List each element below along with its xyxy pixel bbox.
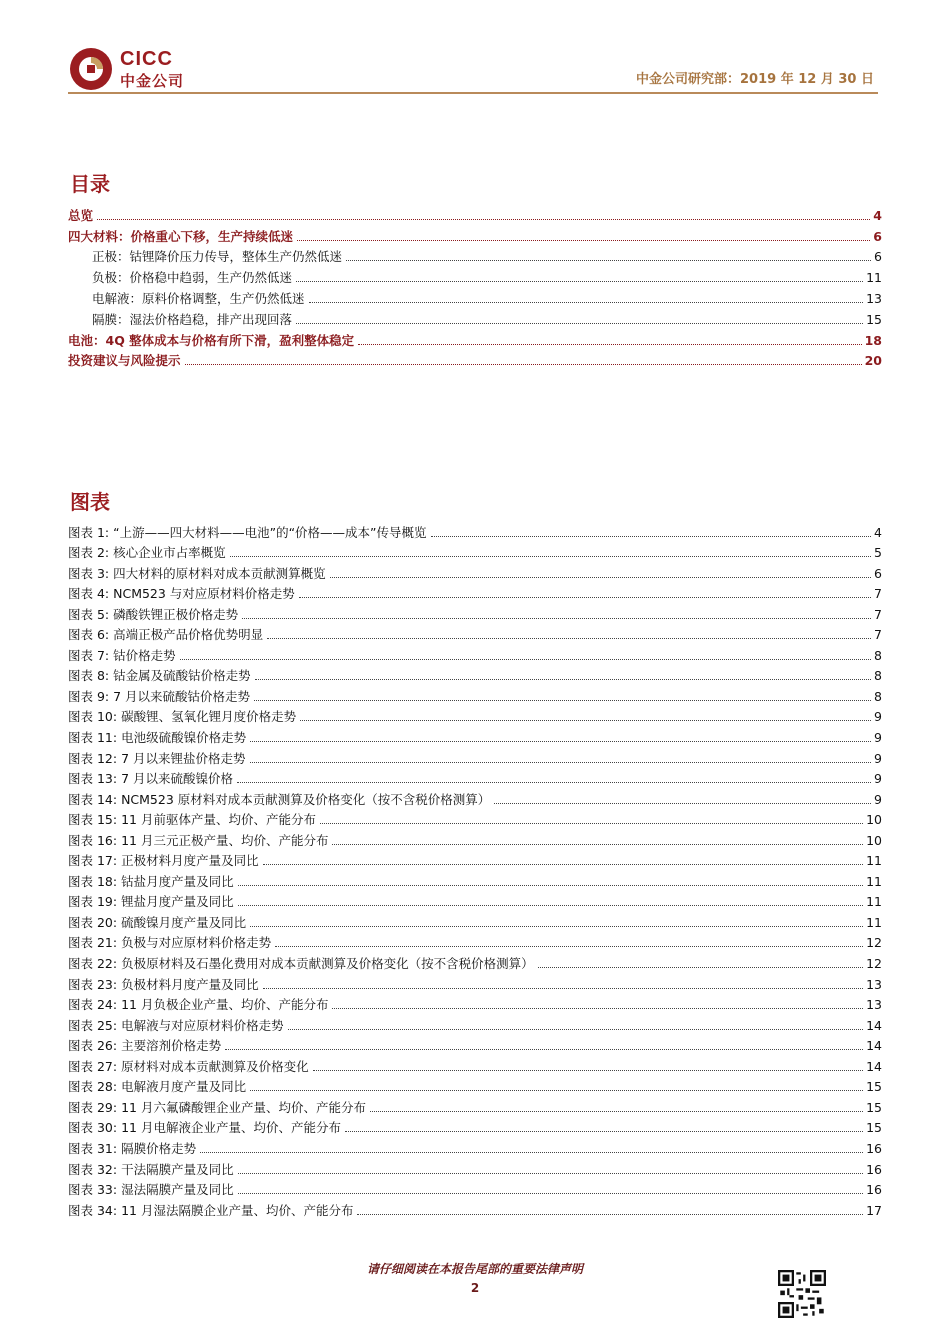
toc-entry-page: 6: [873, 228, 882, 244]
toc-entry[interactable]: [68, 306, 882, 327]
dot-leader: [313, 1069, 864, 1071]
dot-leader: [332, 1007, 863, 1009]
dot-leader: [346, 259, 871, 261]
chart-list-entry[interactable]: [68, 601, 882, 622]
chart-list-entry[interactable]: [68, 519, 882, 540]
toc-entry-page: 13: [866, 290, 882, 306]
dot-leader: [332, 843, 863, 845]
chart-list-entry-title: 图表 13: 7 月以来硫酸镍价格: [68, 771, 233, 787]
chart-list-entry[interactable]: [68, 560, 882, 581]
dot-leader: [358, 343, 861, 345]
chart-list-entry-title: 图表 9: 7 月以来硫酸钴价格走势: [68, 688, 251, 704]
dot-leader: [288, 1028, 864, 1030]
dot-leader: [200, 1151, 863, 1153]
toc-entry[interactable]: [68, 202, 882, 223]
chart-list-entry[interactable]: [68, 827, 882, 848]
toc-entry-page: 11: [866, 270, 882, 286]
dot-leader: [320, 822, 863, 824]
chart-list-entry-page: 15: [866, 1099, 882, 1115]
chart-list-entry-title: 图表 15: 11 月前驱体产量、均价、产能分布: [68, 812, 316, 828]
chart-list-entry[interactable]: [68, 540, 882, 561]
chart-list-entry[interactable]: [68, 868, 882, 889]
chart-list-entry-title: 图表 33: 湿法隔膜产量及同比: [68, 1182, 234, 1198]
cicc-logo-mark-icon: [68, 46, 114, 92]
chart-list-entry[interactable]: [68, 950, 882, 971]
dot-leader: [263, 863, 864, 865]
chart-list-entry-title: 图表 12: 7 月以来锂盐价格走势: [68, 750, 246, 766]
chart-list-entry[interactable]: [68, 889, 882, 910]
chart-list-entry-page: 8: [874, 647, 882, 663]
toc-list: [68, 202, 882, 368]
dot-leader: [185, 363, 862, 365]
chart-list-entry-title: 图表 10: 碳酸锂、氢氧化锂月度价格走势: [68, 709, 297, 725]
chart-list-entry[interactable]: [68, 992, 882, 1013]
chart-list-entry-page: 9: [874, 771, 882, 787]
chart-list-entry-page: 12: [866, 956, 882, 972]
chart-list-entry-title: 图表 20: 硫酸镍月度产量及同比: [68, 914, 247, 930]
cicc-logo: [68, 46, 198, 92]
dot-leader: [250, 740, 871, 742]
chart-list-entry-page: 11: [866, 914, 882, 930]
chart-list-entry-title: 图表 4: NCM523 与对应原材料价格走势: [68, 586, 295, 602]
chart-list-entry-page: 7: [874, 627, 882, 643]
toc-entry[interactable]: [68, 223, 882, 244]
toc-entry-title: 隔膜：湿法价格趋稳，排产出现回落: [92, 311, 293, 327]
chart-list-entry-page: 5: [874, 545, 882, 561]
chart-list-entry[interactable]: [68, 807, 882, 828]
chart-list-entry-page: 11: [866, 873, 882, 889]
toc-entry-title: 投资建议与风险提示: [68, 353, 181, 369]
chart-list-entry-page: 17: [866, 1202, 882, 1218]
dot-leader: [250, 925, 863, 927]
page-number: 2: [470, 1281, 480, 1295]
chart-list-entry-title: 图表 17: 正极材料月度产量及同比: [68, 853, 259, 869]
brand-name-cn: 中金公司: [120, 72, 185, 90]
chart-list-entry-title: 图表 11: 电池级硫酸镍价格走势: [68, 730, 247, 746]
legal-disclaimer: 请仔细阅读在本报告尾部的重要法律声明: [366, 1262, 583, 1276]
chart-list-entry-page: 14: [866, 1058, 882, 1074]
dot-leader: [238, 1172, 864, 1174]
chart-list-entry[interactable]: [68, 622, 882, 643]
chart-list-entry[interactable]: [68, 848, 882, 869]
toc-entry-title: 总览: [68, 207, 94, 223]
dot-leader: [538, 966, 864, 968]
chart-list-entry-page: 13: [866, 997, 882, 1013]
chart-list-entry-title: 图表 28: 电解液月度产量及同比: [68, 1079, 247, 1095]
dot-leader: [250, 1089, 863, 1091]
dot-leader: [238, 1192, 864, 1194]
chart-list-entry-title: 图表 5: 磷酸铁锂正极价格走势: [68, 606, 239, 622]
charts-title: 图表: [70, 490, 110, 514]
toc-entry[interactable]: [68, 348, 882, 369]
chart-list-entry[interactable]: [68, 1115, 882, 1136]
chart-list-entry[interactable]: [68, 1177, 882, 1198]
chart-list-entry-title: 图表 25: 电解液与对应原材料价格走势: [68, 1017, 284, 1033]
chart-list-entry[interactable]: [68, 1135, 882, 1156]
page-header: [68, 38, 878, 94]
dot-leader: [296, 322, 863, 324]
chart-list-entry-page: 9: [874, 791, 882, 807]
toc-entry[interactable]: [68, 285, 882, 306]
toc-entry-title: 负极：价格稳中趋弱，生产仍然低迷: [92, 270, 293, 286]
dot-leader: [242, 617, 871, 619]
chart-list-entry-page: 10: [866, 812, 882, 828]
dot-leader: [230, 555, 871, 557]
dot-leader: [370, 1110, 863, 1112]
chart-list-entry-title: 图表 2: 核心企业市占率概览: [68, 545, 226, 561]
toc-entry[interactable]: [68, 244, 882, 265]
toc-entry-page: 6: [874, 249, 882, 265]
chart-list-entry[interactable]: [68, 1033, 882, 1054]
toc-entry-page: 15: [866, 311, 882, 327]
chart-list-entry-page: 9: [874, 709, 882, 725]
chart-list-entry-page: 8: [874, 668, 882, 684]
chart-list-entry-title: 图表 32: 干法隔膜产量及同比: [68, 1161, 234, 1177]
toc-entry-title: 电解液：原料价格调整，生产仍然低迷: [92, 290, 305, 306]
chart-list-entry-title: 图表 6: 高端正极产品价格优势明显: [68, 627, 264, 643]
chart-list-entry-title: 图表 18: 钴盐月度产量及同比: [68, 873, 234, 889]
dot-leader: [180, 658, 871, 660]
chart-list-entry[interactable]: [68, 663, 882, 684]
report-date: 中金公司研究部：2019 年 12 月 30 日: [636, 72, 874, 87]
chart-list-entry-title: 图表 8: 钴金属及硫酸钴价格走势: [68, 668, 251, 684]
chart-list-entry-title: 图表 23: 负极材料月度产量及同比: [68, 976, 259, 992]
toc-entry-page: 4: [873, 207, 882, 223]
chart-list-entry-title: 图表 26: 主要溶剂价格走势: [68, 1038, 222, 1054]
chart-list-entry[interactable]: [68, 581, 882, 602]
chart-list-entry-title: 图表 27: 原材料对成本贡献测算及价格变化: [68, 1058, 309, 1074]
dot-leader: [330, 576, 871, 578]
chart-list-entry-page: 8: [874, 688, 882, 704]
brand-name-en: CICC: [120, 48, 173, 70]
chart-list-entry-title: 图表 24: 11 月负极企业产量、均价、产能分布: [68, 997, 329, 1013]
chart-list-entry-page: 11: [866, 894, 882, 910]
dot-leader: [300, 719, 871, 721]
chart-list-entry-title: 图表 22: 负极原材料及石墨化费用对成本贡献测算及价格变化（按不含税价格测算）: [68, 956, 534, 972]
dot-leader: [297, 239, 870, 241]
chart-list-entry-page: 12: [866, 935, 882, 951]
dot-leader: [296, 280, 863, 282]
chart-list-entry-title: 图表 19: 锂盐月度产量及同比: [68, 894, 234, 910]
dot-leader: [238, 904, 864, 906]
chart-list-entry-title: 图表 34: 11 月湿法隔膜企业产量、均价、产能分布: [68, 1202, 354, 1218]
dot-leader: [267, 637, 871, 639]
dot-leader: [237, 781, 871, 783]
chart-list-entry-page: 4: [874, 524, 882, 540]
chart-list-entry-page: 14: [866, 1017, 882, 1033]
chart-list-entry[interactable]: [68, 766, 882, 787]
charts-list: [68, 519, 882, 1218]
chart-list-entry[interactable]: [68, 704, 882, 725]
chart-list-entry-title: 图表 1: “上游——四大材料——电池”的“价格——成本”传导概览: [68, 524, 427, 540]
chart-list-entry[interactable]: [68, 930, 882, 951]
dot-leader: [254, 699, 871, 701]
dot-leader: [299, 596, 871, 598]
dot-leader: [345, 1130, 863, 1132]
toc-entry[interactable]: [68, 264, 882, 285]
chart-list-entry-page: 7: [874, 586, 882, 602]
header-rule: [68, 92, 878, 94]
chart-list-entry-page: 10: [866, 832, 882, 848]
chart-list-entry[interactable]: [68, 683, 882, 704]
chart-list-entry-page: 9: [874, 730, 882, 746]
chart-list-entry[interactable]: [68, 745, 882, 766]
toc-entry-page: 20: [864, 353, 882, 369]
qr-code-icon: [778, 1270, 826, 1318]
toc-title: 目录: [70, 172, 110, 196]
chart-list-entry-title: 图表 21: 负极与对应原材料价格走势: [68, 935, 272, 951]
chart-list-entry-page: 15: [866, 1120, 882, 1136]
chart-list-entry[interactable]: [68, 786, 882, 807]
chart-list-entry-title: 图表 3: 四大材料的原材料对成本贡献测算概览: [68, 565, 326, 581]
dot-leader: [309, 301, 864, 303]
dot-leader: [97, 218, 870, 220]
dot-leader: [357, 1213, 863, 1215]
toc-entry-title: 四大材料：价格重心下移，生产持续低迷: [68, 228, 294, 244]
chart-list-entry-page: 15: [866, 1079, 882, 1095]
toc-entry-page: 18: [864, 332, 882, 348]
dot-leader: [431, 535, 872, 537]
chart-list-entry[interactable]: [68, 1012, 882, 1033]
chart-list-entry[interactable]: [68, 1094, 882, 1115]
chart-list-entry-page: 16: [866, 1161, 882, 1177]
toc-entry[interactable]: [68, 327, 882, 348]
chart-list-entry[interactable]: [68, 1053, 882, 1074]
chart-list-entry[interactable]: [68, 1197, 882, 1218]
chart-list-entry[interactable]: [68, 1074, 882, 1095]
dot-leader: [263, 987, 864, 989]
chart-list-entry-title: 图表 7: 钴价格走势: [68, 647, 176, 663]
chart-list-entry-title: 图表 29: 11 月六氟磷酸锂企业产量、均价、产能分布: [68, 1099, 366, 1115]
chart-list-entry-page: 7: [874, 606, 882, 622]
dot-leader: [255, 678, 871, 680]
toc-entry-title: 电池：4Q 整体成本与价格有所下滑，盈利整体稳定: [68, 332, 355, 348]
chart-list-entry-title: 图表 30: 11 月电解液企业产量、均价、产能分布: [68, 1120, 341, 1136]
chart-list-entry-page: 9: [874, 750, 882, 766]
dot-leader: [494, 802, 871, 804]
chart-list-entry-page: 16: [866, 1140, 882, 1156]
chart-list-entry-page: 6: [874, 565, 882, 581]
chart-list-entry[interactable]: [68, 642, 882, 663]
chart-list-entry-page: 13: [866, 976, 882, 992]
chart-list-entry[interactable]: [68, 1156, 882, 1177]
chart-list-entry-title: 图表 14: NCM523 原材料对成本贡献测算及价格变化（按不含税价格测算）: [68, 791, 491, 807]
chart-list-entry-title: 图表 16: 11 月三元正极产量、均价、产能分布: [68, 832, 329, 848]
dot-leader: [250, 761, 872, 763]
chart-list-entry[interactable]: [68, 909, 882, 930]
chart-list-entry-title: 图表 31: 隔膜价格走势: [68, 1140, 197, 1156]
chart-list-entry-page: 11: [866, 853, 882, 869]
toc-entry-title: 正极：钴锂降价压力传导，整体生产仍然低迷: [92, 249, 343, 265]
chart-list-entry-page: 16: [866, 1182, 882, 1198]
chart-list-entry[interactable]: [68, 971, 882, 992]
dot-leader: [275, 945, 863, 947]
dot-leader: [238, 884, 864, 886]
chart-list-entry[interactable]: [68, 724, 882, 745]
chart-list-entry-page: 14: [866, 1038, 882, 1054]
dot-leader: [225, 1048, 863, 1050]
